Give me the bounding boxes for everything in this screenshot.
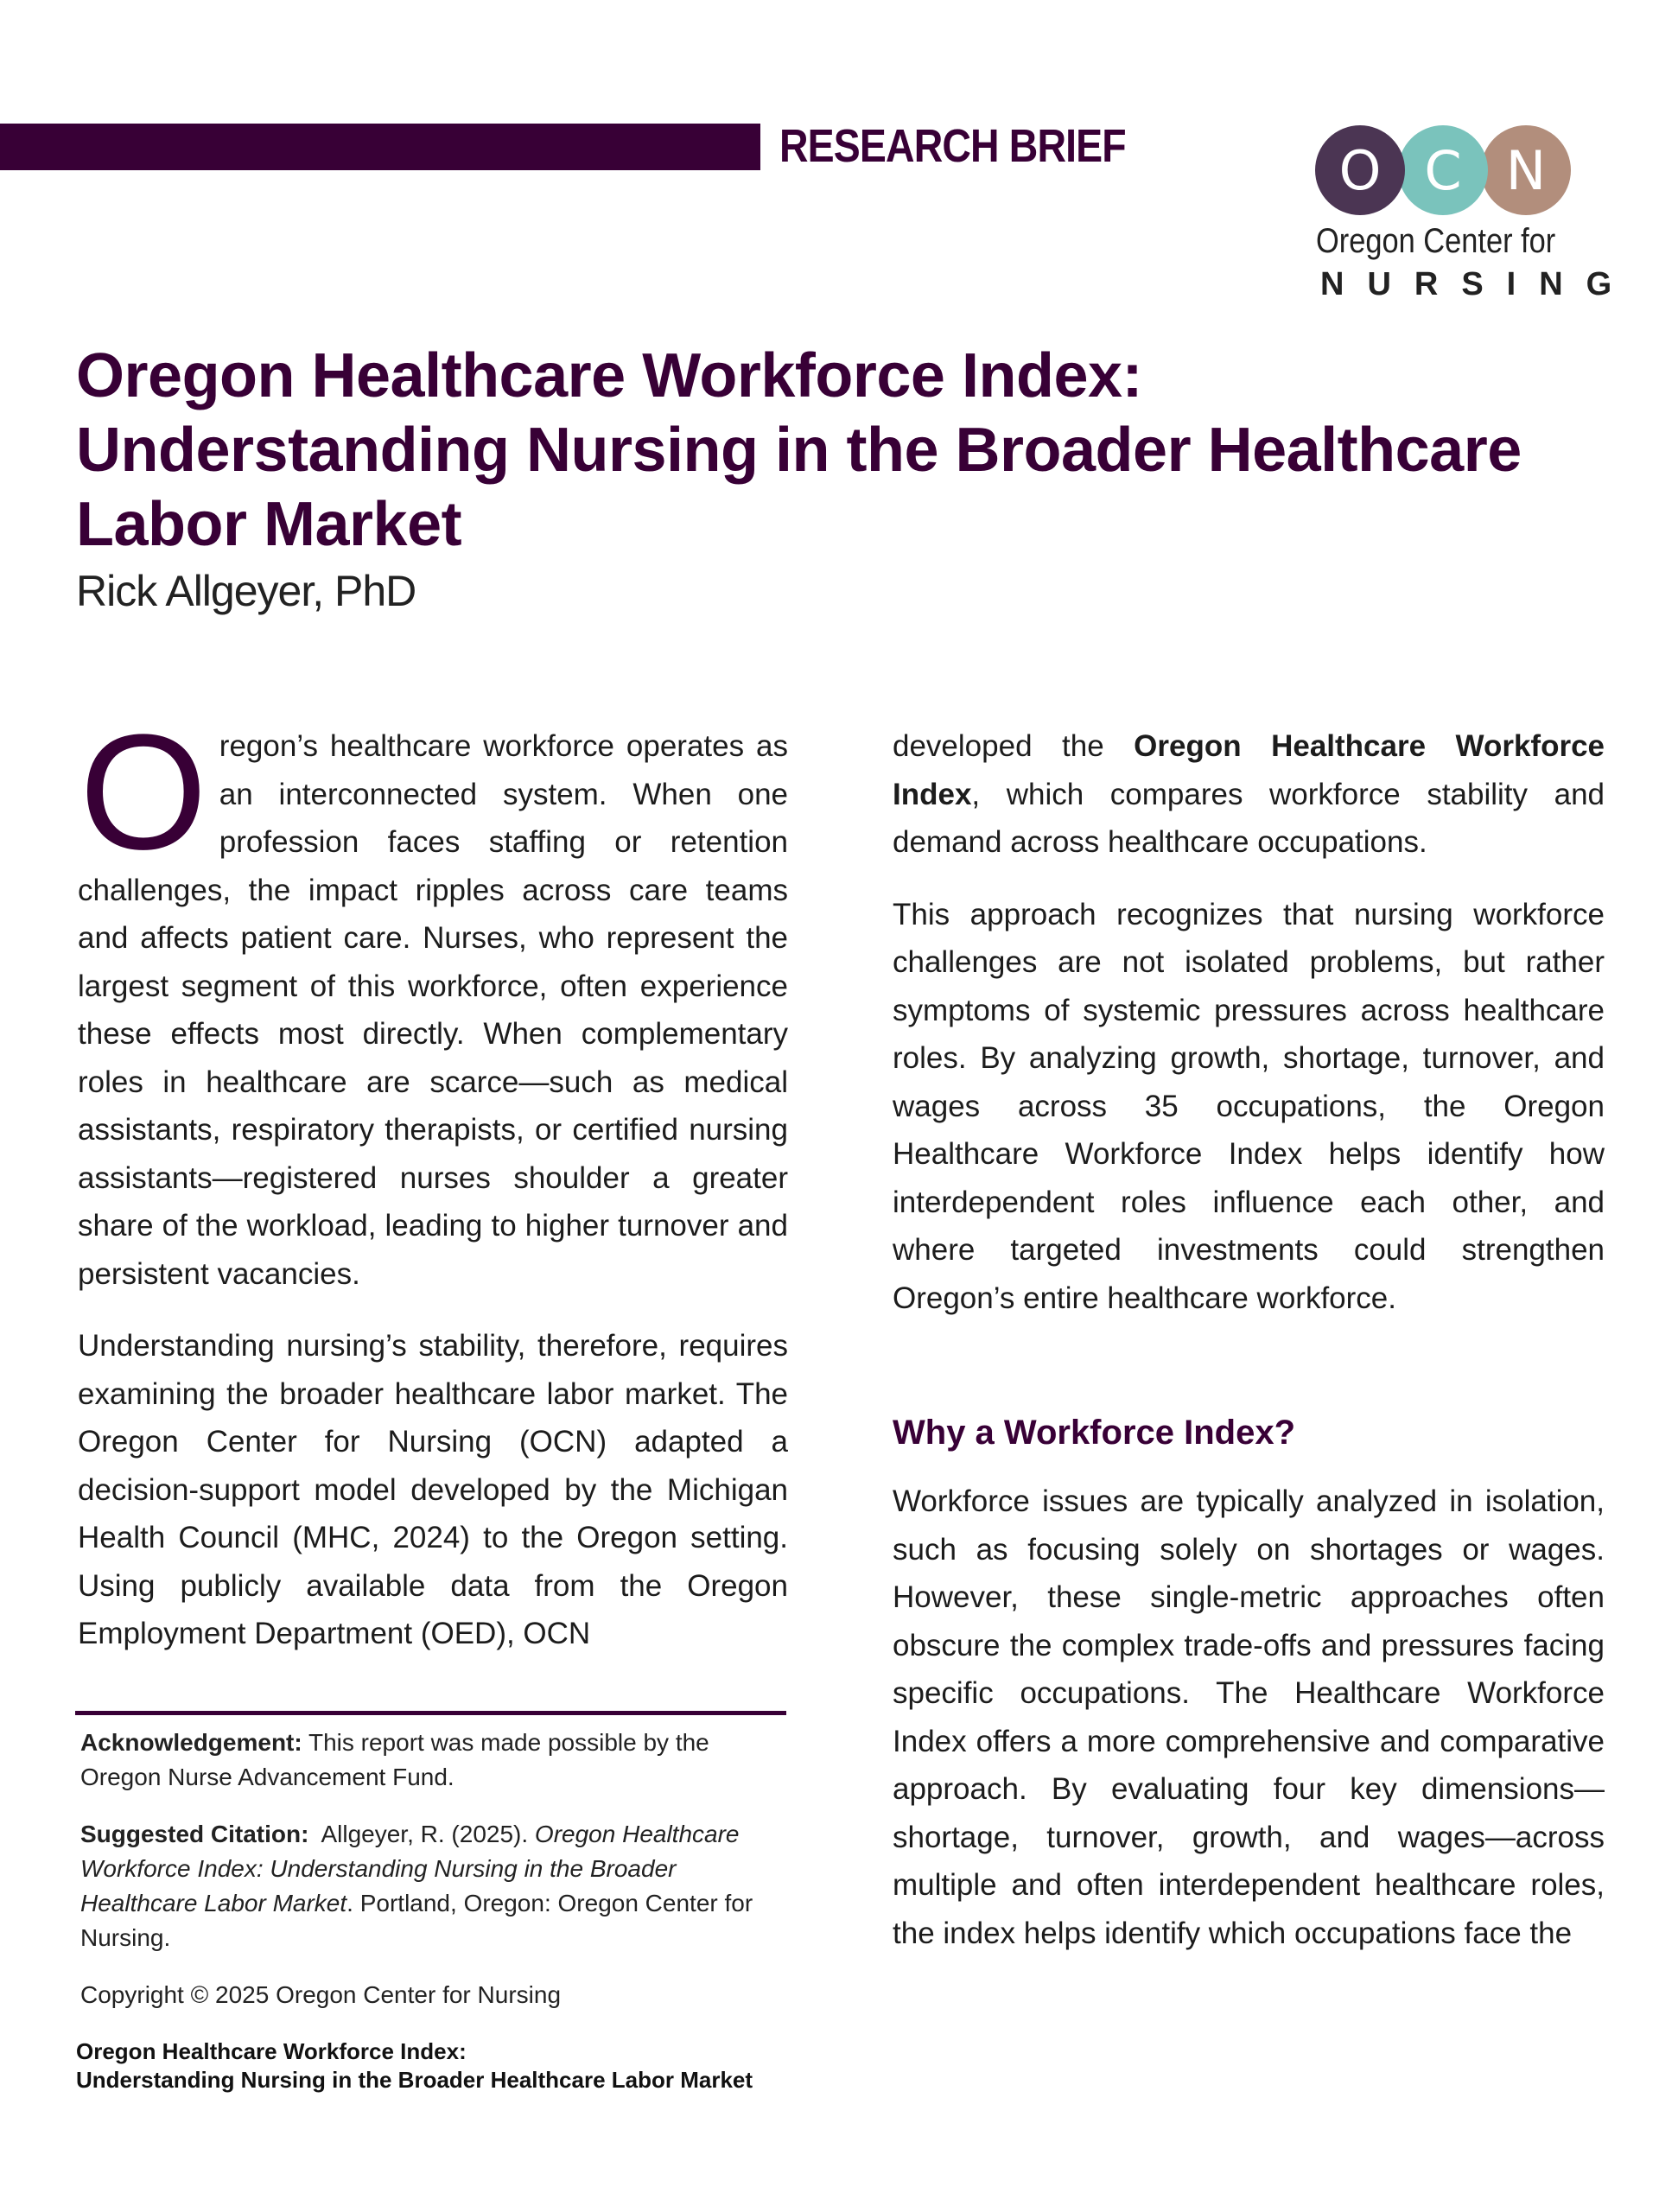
citation-author: Allgeyer, R. (2025). bbox=[308, 1821, 535, 1847]
paragraph-4: This approach recognizes that nursing workforce challenges are not isolated problems, but rather symptoms of systemic pressures across healthcare roles. By analyzing growth, shortage, turnover, and wages across 35 occupations, the Oregon Healthcare Workforce Index helps identify how interdependent roles influence each other, and where targeted investments could strengthen Oregon’s entire healthcare workforce. bbox=[893, 897, 1605, 1315]
title-line-2: Understanding Nursing in the Broader Healthcare bbox=[76, 416, 1522, 485]
ocn-logo bbox=[1315, 125, 1636, 315]
logo-org-name: Oregon Center for bbox=[1316, 222, 1556, 260]
report-meta bbox=[80, 1726, 789, 2012]
acknowledgement-text: This report was made possible by the Oregon Nurse Advancement Fund. bbox=[80, 1729, 709, 1790]
paragraph-5: Workforce issues are typically analyzed in isolation, such as focusing solely on shortages or wages. However, these single-metric approaches often obscure the complex trade-offs and pressures facing specific occupations. The Healthcare Workforce Index offers a more comprehensive and comparative approach. By evaluating four key dimensions—shortage, turnover, growth, and wages—across multiple and often interdependent healthcare roles, the index helps identify which occupations face the bbox=[893, 1484, 1605, 1950]
body-column-right bbox=[893, 722, 1605, 1957]
header-accent-bar bbox=[0, 124, 760, 170]
column-divider bbox=[75, 1711, 786, 1715]
section-heading-why-index: Why a Workforce Index? bbox=[893, 1414, 1296, 1452]
document-type-label: RESEARCH BRIEF bbox=[779, 120, 1126, 172]
drop-cap: O bbox=[79, 701, 207, 884]
running-footer bbox=[76, 2037, 753, 2094]
citation-publisher: . Portland, Oregon: Oregon Center for Nursing. bbox=[80, 1890, 753, 1951]
paragraph-3 bbox=[893, 722, 1605, 867]
author-name: Rick Allgeyer, PhD bbox=[76, 567, 416, 615]
citation-label: Suggested Citation: bbox=[80, 1821, 309, 1847]
paragraph-3-lead: developed the bbox=[893, 729, 1135, 763]
intro-paragraph bbox=[78, 701, 788, 1298]
footer-line-1: Oregon Healthcare Workforce Index: bbox=[76, 2038, 467, 2064]
page-title bbox=[76, 339, 1623, 562]
paragraph-3-tail: , which compares workforce stability and demand across healthcare occupations. bbox=[893, 777, 1605, 859]
suggested-citation bbox=[80, 1817, 789, 1955]
footer-line-2: Understanding Nursing in the Broader Healthcare Labor Market bbox=[76, 2067, 753, 2093]
acknowledgement-label: Acknowledgement: bbox=[80, 1729, 302, 1756]
logo-circles bbox=[1315, 125, 1609, 217]
citation-title: Oregon Healthcare Workforce Index: Understanding Nursing in the Broader Healthcare Labor Market bbox=[80, 1821, 740, 1916]
logo-circle-n: N bbox=[1481, 125, 1571, 215]
body-column-left bbox=[78, 701, 788, 1658]
logo-circle-c: C bbox=[1398, 125, 1488, 215]
title-line-1: Oregon Healthcare Workforce Index: bbox=[76, 341, 1142, 410]
index-name: Oregon Healthcare Workforce Index bbox=[893, 729, 1605, 811]
copyright: Copyright © 2025 Oregon Center for Nursing bbox=[80, 1981, 562, 2008]
paragraph-2: Understanding nursing’s stability, therefore, requires examining the broader healthcare labor market. The Oregon Center for Nursing (OCN) adapted a decision-support model developed by the Michigan Health Council (MHC, 2024) to the Oregon setting. Using publicly available data from the Oregon Employment Department (OED), OCN bbox=[78, 1329, 788, 1650]
intro-text: regon’s healthcare workforce operates as an interconnected system. When one profession faces staffing or retention challenges, the impact ripples across care teams and affects patient care. Nurses, who represent the largest segment of this workforce, often experience these effects most directly. When complementary roles in healthcare are scarce—such as medical assistants, respiratory therapists, or certified nursing assistants—registered nurses shoulder a greater share of the workload, leading to higher turnover and persistent vacancies. bbox=[78, 729, 788, 1291]
title-line-3: Labor Market bbox=[76, 490, 462, 559]
logo-org-nursing: NURSING bbox=[1320, 266, 1636, 302]
acknowledgement bbox=[80, 1726, 789, 1795]
logo-circle-o: O bbox=[1315, 125, 1405, 215]
